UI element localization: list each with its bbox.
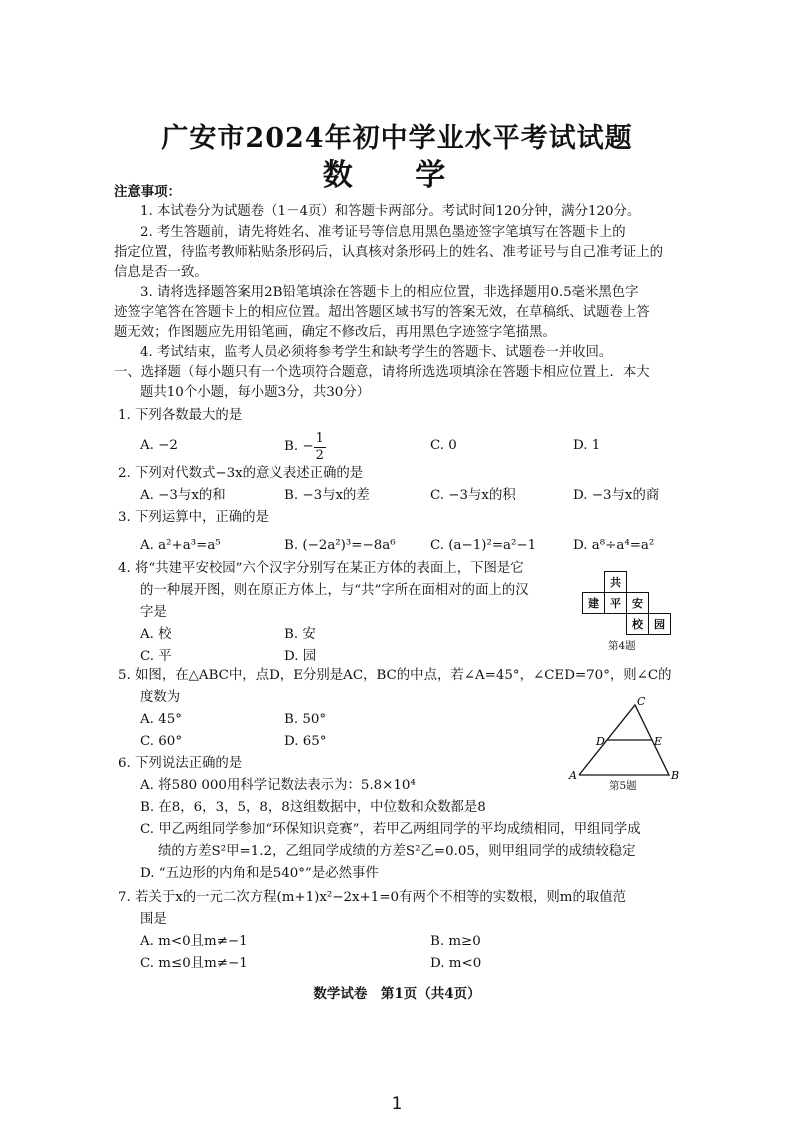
- q6-option-a: A. 将580 000用科学记数法表示为：5.8×10⁴: [140, 778, 416, 793]
- q7-option-a: A. m<0且m≠−1: [140, 934, 248, 949]
- notice-line: 迹签字笔答在答题卡上的相应位置。超出答题区域书写的答案无效，在草稿纸、试题卷上答: [114, 305, 650, 320]
- q6-option-c-line2: 绩的方差S²甲=1.2，乙组同学成绩的方差S²乙=0.05，则甲组同学的成绩较稳定: [158, 844, 636, 859]
- q4-option-c: C. 平: [140, 649, 172, 664]
- figure-5-caption: 第5题: [609, 780, 637, 792]
- page-footer: 数学试卷 第1页（共4页）: [313, 986, 481, 1002]
- question-2-stem: 2. 下列对代数式−3x的意义表述正确的是: [118, 466, 364, 481]
- q4-option-b: B. 安: [284, 627, 316, 642]
- q6-option-d: D. “五边形的内角和是540°”是必然事件: [140, 866, 379, 881]
- q5-option-c: C. 60°: [140, 734, 183, 749]
- figure-4-caption: 第4题: [608, 640, 636, 652]
- q1-option-a: A. −2: [140, 438, 178, 453]
- q5-option-a: A. 45°: [140, 712, 182, 727]
- q3-option-d: D. a⁸÷a⁴=a²: [573, 538, 655, 553]
- section-heading: 一、选择题（每小题只有一个选项符合题意，请将所选选项填涂在答题卡相应位置上．本大: [114, 365, 650, 380]
- q2-option-b: B. −3与x的差: [284, 488, 370, 503]
- net-face: 建: [583, 593, 605, 614]
- q5-option-d: D. 65°: [284, 734, 327, 749]
- q3-option-c: C. (a−1)²=a²−1: [430, 538, 537, 553]
- label-a: A: [569, 769, 577, 782]
- notice-line: 2. 考生答题前，请先将姓名、准考证号等信息用黑色墨迹签字笔填写在答题卡上的: [140, 225, 626, 240]
- label-c: C: [637, 695, 646, 708]
- label-d: D: [596, 735, 605, 748]
- q7-option-b: B. m≥0: [430, 934, 481, 949]
- q1-b-denominator: 2: [315, 447, 324, 463]
- question-7-line1: 7. 若关于x的一元二次方程(m+1)x²−2x+1=0有两个不相等的实数根，则m的取值范: [118, 890, 627, 905]
- net-face: 校: [627, 614, 649, 635]
- notice-line: 信息是否一致。: [114, 265, 208, 280]
- q3-option-b: B. (−2a²)³=−8a⁶: [284, 538, 396, 553]
- notice-line: 指定位置，待监考教师粘贴条形码后，认真核对条形码上的姓名、准考证号与自己准考证上的: [114, 245, 664, 260]
- net-face: 园: [649, 614, 671, 635]
- q6-option-b: B. 在8，6，3，5，8，8这组数据中，中位数和众数都是8: [140, 800, 486, 815]
- subject-title: 数 学: [322, 158, 472, 193]
- notice-line: 1. 本试卷分为试题卷（1－4页）和答题卡两部分。考试时间120分钟，满分120分。: [140, 204, 641, 219]
- q2-option-a: A. −3与x的和: [140, 488, 226, 503]
- q1-b-prefix: B. −: [284, 439, 314, 454]
- q1-b-fraction: [314, 431, 326, 464]
- q1-b-numerator: 1: [315, 430, 324, 446]
- question-4-line2: 的一种展开图，则在原正方体上，与“共”字所在面相对的面上的汉: [140, 583, 529, 598]
- section-heading-cont: 题共10个小题，每小题3分，共30分）: [140, 385, 371, 400]
- q7-option-c: C. m≤0且m≠−1: [140, 956, 248, 971]
- notice-heading: 注意事项：: [114, 184, 181, 200]
- question-5-line1: 5. 如图，在△ABC中，点D，E分别是AC，BC的中点，若∠A=45°，∠CED=70°，则∠C的: [118, 668, 672, 683]
- label-e: E: [654, 735, 663, 748]
- q7-option-d: D. m<0: [430, 956, 482, 971]
- question-5-line2: 度数为: [140, 690, 181, 705]
- question-1-stem: 1. 下列各数最大的是: [118, 408, 243, 423]
- q1-option-c: C. 0: [430, 438, 457, 453]
- question-7-line2: 围是: [140, 912, 167, 927]
- q6-option-c-line1: C. 甲乙两组同学参加“环保知识竞赛”，若甲乙两组同学的平均成绩相同，甲组同学成: [140, 822, 641, 837]
- question-4-line1: 4. 将“共建平安校园”六个汉字分别写在某正方体的表面上，下图是它: [118, 561, 524, 576]
- notice-line: 4. 考试结束，监考人员必须将参考学生和缺考学生的答题卡、试题卷一并收回。: [140, 345, 613, 360]
- net-face: 共: [605, 572, 627, 593]
- q4-option-d: D. 园: [284, 649, 317, 664]
- question-3-stem: 3. 下列运算中，正确的是: [118, 510, 269, 525]
- q1-option-d: D. 1: [573, 438, 601, 453]
- exam-title: 广安市2024年初中学业水平考试试题: [161, 123, 633, 154]
- q4-option-a: A. 校: [140, 627, 172, 642]
- q1-option-b: [284, 427, 326, 467]
- cube-net-figure: [582, 571, 671, 635]
- net-face: 平: [605, 593, 627, 614]
- label-b: B: [671, 769, 680, 782]
- q2-option-d: D. −3与x的商: [573, 488, 660, 503]
- question-4-line3: 字是: [140, 605, 167, 620]
- notice-line: 3. 请将选择题答案用2B铅笔填涂在答题卡上的相应位置，非选择题用0.5毫米黑色字: [140, 285, 639, 300]
- notice-line: 题无效；作图题应先用铅笔画，确定不修改后，再用黑色字迹签字笔描黑。: [114, 325, 556, 340]
- q3-option-a: A. a²+a³=a⁵: [140, 538, 221, 553]
- net-face: 安: [627, 593, 649, 614]
- page-number: 1: [391, 1094, 403, 1114]
- q2-option-c: C. −3与x的积: [430, 488, 516, 503]
- q5-option-b: B. 50°: [284, 712, 327, 727]
- question-6-stem: 6. 下列说法正确的是: [118, 756, 243, 771]
